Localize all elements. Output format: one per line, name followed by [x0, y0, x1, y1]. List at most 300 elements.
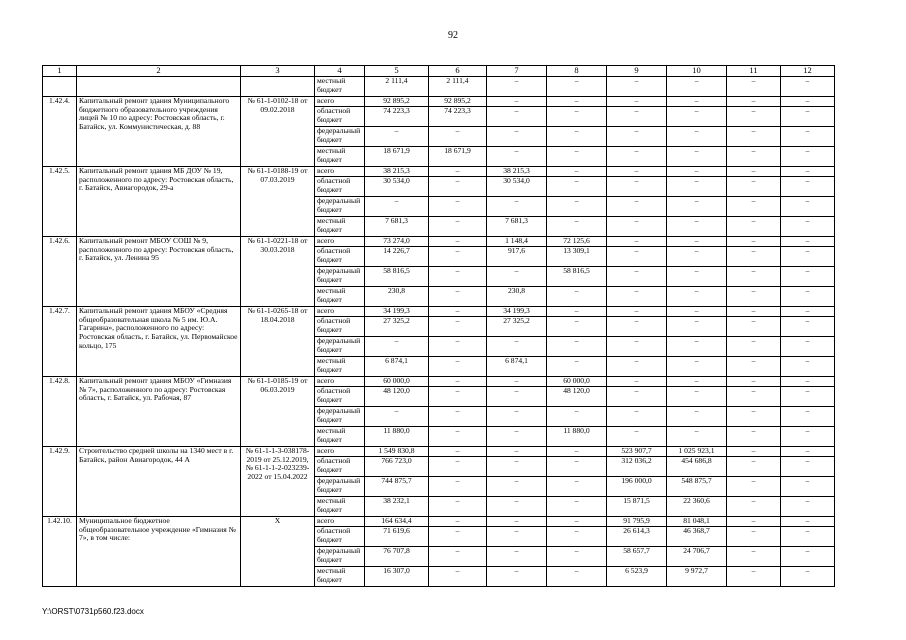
value-cell: –: [667, 377, 727, 387]
funding-source: всего: [315, 237, 365, 247]
value-cell: –: [781, 147, 835, 167]
value-cell: –: [781, 547, 835, 567]
funding-source: областной бюджет: [315, 247, 365, 267]
value-cell: –: [781, 407, 835, 427]
value-cell: –: [781, 477, 835, 497]
value-cell: –: [727, 217, 781, 237]
value-cell: –: [429, 517, 487, 527]
funding-source: местный бюджет: [315, 567, 365, 587]
value-cell: 76 707,8: [365, 547, 429, 567]
value-cell: –: [547, 447, 607, 457]
value-cell: 2 111,4: [429, 77, 487, 97]
funding-source: федеральный бюджет: [315, 267, 365, 287]
value-cell: 18 671,9: [365, 147, 429, 167]
value-cell: 230,8: [365, 287, 429, 307]
value-cell: –: [365, 337, 429, 357]
value-cell: –: [487, 527, 547, 547]
value-cell: –: [727, 107, 781, 127]
row-number: 1.42.9.: [43, 447, 77, 517]
value-cell: –: [781, 217, 835, 237]
value-cell: –: [667, 177, 727, 197]
value-cell: –: [547, 307, 607, 317]
value-cell: –: [781, 267, 835, 287]
value-cell: –: [727, 337, 781, 357]
value-cell: –: [547, 567, 607, 587]
value-cell: –: [487, 197, 547, 217]
value-cell: 11 880,0: [547, 427, 607, 447]
value-cell: –: [781, 107, 835, 127]
value-cell: –: [607, 167, 667, 177]
value-cell: –: [727, 567, 781, 587]
value-cell: –: [781, 457, 835, 477]
expertise-conclusion: № 61-1-0185-19 от 06.03.2019: [241, 377, 315, 447]
value-cell: –: [607, 357, 667, 377]
value-cell: –: [607, 307, 667, 317]
expertise-conclusion: № 61-1-0265-18 от 18.04.2018: [241, 307, 315, 377]
value-cell: –: [607, 107, 667, 127]
value-cell: –: [727, 527, 781, 547]
value-cell: –: [547, 497, 607, 517]
value-cell: –: [607, 247, 667, 267]
value-cell: –: [727, 267, 781, 287]
value-cell: –: [547, 127, 607, 147]
value-cell: –: [487, 497, 547, 517]
value-cell: –: [667, 107, 727, 127]
value-cell: –: [429, 167, 487, 177]
value-cell: –: [429, 317, 487, 337]
value-cell: –: [429, 127, 487, 147]
value-cell: –: [607, 127, 667, 147]
value-cell: –: [429, 247, 487, 267]
value-cell: –: [781, 177, 835, 197]
value-cell: –: [607, 377, 667, 387]
value-cell: 46 368,7: [667, 527, 727, 547]
value-cell: –: [781, 247, 835, 267]
column-header-11: 11: [727, 66, 781, 77]
value-cell: –: [547, 357, 607, 377]
value-cell: –: [547, 77, 607, 97]
funding-source: всего: [315, 447, 365, 457]
value-cell: –: [781, 307, 835, 317]
value-cell: 73 274,0: [365, 237, 429, 247]
value-cell: –: [547, 317, 607, 337]
value-cell: –: [667, 287, 727, 307]
value-cell: –: [727, 147, 781, 167]
value-cell: 1 549 830,8: [365, 447, 429, 457]
value-cell: –: [429, 337, 487, 357]
value-cell: 6 874,1: [365, 357, 429, 377]
value-cell: 15 871,5: [607, 497, 667, 517]
value-cell: –: [607, 237, 667, 247]
value-cell: –: [607, 217, 667, 237]
value-cell: –: [547, 517, 607, 527]
value-cell: –: [487, 107, 547, 127]
funding-source: областной бюджет: [315, 457, 365, 477]
value-cell: –: [365, 197, 429, 217]
value-cell: 30 534,0: [365, 177, 429, 197]
value-cell: –: [727, 97, 781, 107]
value-cell: –: [429, 407, 487, 427]
expertise-conclusion: № 61-1-1-3-038178-2019 от 25.12.2019, № 61-1-1-2-023239-2022 от 15.04.2022: [241, 447, 315, 517]
value-cell: –: [607, 287, 667, 307]
value-cell: –: [667, 97, 727, 107]
value-cell: –: [487, 127, 547, 147]
value-cell: –: [487, 517, 547, 527]
value-cell: –: [547, 177, 607, 197]
row-number: 1.42.5.: [43, 167, 77, 237]
value-cell: –: [487, 97, 547, 107]
value-cell: 58 816,5: [547, 267, 607, 287]
value-cell: –: [429, 447, 487, 457]
value-cell: –: [667, 167, 727, 177]
value-cell: –: [727, 447, 781, 457]
value-cell: –: [667, 267, 727, 287]
value-cell: –: [667, 197, 727, 217]
value-cell: 164 634,4: [365, 517, 429, 527]
value-cell: –: [727, 307, 781, 317]
value-cell: 312 036,2: [607, 457, 667, 477]
value-cell: –: [547, 407, 607, 427]
header-row: [43, 66, 835, 77]
value-cell: –: [429, 197, 487, 217]
value-cell: 18 671,9: [429, 147, 487, 167]
value-cell: –: [727, 247, 781, 267]
column-header-9: 9: [607, 66, 667, 77]
value-cell: 13 309,1: [547, 247, 607, 267]
value-cell: –: [727, 317, 781, 337]
value-cell: –: [667, 317, 727, 337]
value-cell: –: [547, 167, 607, 177]
object-name: [77, 77, 241, 97]
value-cell: –: [607, 337, 667, 357]
value-cell: 2 111,4: [365, 77, 429, 97]
value-cell: –: [429, 427, 487, 447]
value-cell: 34 199,3: [365, 307, 429, 317]
value-cell: –: [781, 337, 835, 357]
column-header-3: 3: [241, 66, 315, 77]
value-cell: –: [781, 167, 835, 177]
value-cell: –: [429, 357, 487, 377]
value-cell: –: [487, 447, 547, 457]
object-name: Капитальный ремонт здания МБ ДОУ № 19, расположенного по адресу: Ростовская область, г. Батайск, Авиагородок, 29-а: [77, 167, 241, 237]
value-cell: –: [429, 527, 487, 547]
table-row: [43, 307, 835, 317]
value-cell: –: [607, 197, 667, 217]
value-cell: –: [547, 337, 607, 357]
value-cell: 766 723,0: [365, 457, 429, 477]
value-cell: 196 000,0: [607, 477, 667, 497]
value-cell: –: [667, 337, 727, 357]
value-cell: –: [727, 287, 781, 307]
value-cell: –: [781, 77, 835, 97]
value-cell: –: [429, 477, 487, 497]
value-cell: –: [781, 287, 835, 307]
value-cell: –: [781, 427, 835, 447]
expertise-conclusion: [241, 77, 315, 97]
value-cell: –: [487, 407, 547, 427]
value-cell: –: [547, 97, 607, 107]
value-cell: –: [727, 517, 781, 527]
value-cell: 34 199,3: [487, 307, 547, 317]
value-cell: –: [667, 387, 727, 407]
column-header-5: 5: [365, 66, 429, 77]
value-cell: 917,6: [487, 247, 547, 267]
value-cell: –: [429, 177, 487, 197]
value-cell: –: [487, 457, 547, 477]
value-cell: 27 325,2: [365, 317, 429, 337]
value-cell: 48 120,0: [365, 387, 429, 407]
value-cell: –: [727, 167, 781, 177]
funding-source: областной бюджет: [315, 317, 365, 337]
row-number: 1.42.6.: [43, 237, 77, 307]
value-cell: –: [547, 217, 607, 237]
value-cell: –: [487, 147, 547, 167]
funding-source: всего: [315, 307, 365, 317]
funding-source: федеральный бюджет: [315, 407, 365, 427]
value-cell: 60 000,0: [547, 377, 607, 387]
value-cell: –: [547, 287, 607, 307]
value-cell: –: [667, 407, 727, 427]
funding-source: областной бюджет: [315, 387, 365, 407]
value-cell: –: [429, 217, 487, 237]
value-cell: –: [727, 457, 781, 477]
value-cell: –: [607, 267, 667, 287]
value-cell: –: [547, 477, 607, 497]
value-cell: –: [487, 477, 547, 497]
funding-source: федеральный бюджет: [315, 197, 365, 217]
funding-source: федеральный бюджет: [315, 127, 365, 147]
value-cell: –: [781, 527, 835, 547]
column-header-7: 7: [487, 66, 547, 77]
value-cell: 1 025 923,1: [667, 447, 727, 457]
value-cell: 38 215,3: [365, 167, 429, 177]
value-cell: –: [667, 217, 727, 237]
value-cell: 72 125,6: [547, 237, 607, 247]
value-cell: 92 895,2: [429, 97, 487, 107]
page-number: 92: [448, 30, 458, 41]
value-cell: –: [727, 477, 781, 497]
value-cell: 1 148,4: [487, 237, 547, 247]
value-cell: –: [547, 107, 607, 127]
value-cell: 548 875,7: [667, 477, 727, 497]
value-cell: –: [781, 97, 835, 107]
value-cell: 24 706,7: [667, 547, 727, 567]
table-row: [43, 377, 835, 387]
value-cell: –: [781, 357, 835, 377]
value-cell: –: [727, 127, 781, 147]
table-row: [43, 97, 835, 107]
value-cell: –: [781, 517, 835, 527]
column-header-2: 2: [77, 66, 241, 77]
value-cell: 38 232,1: [365, 497, 429, 517]
value-cell: 14 226,7: [365, 247, 429, 267]
value-cell: –: [487, 377, 547, 387]
value-cell: 6 523,9: [607, 567, 667, 587]
value-cell: 744 875,7: [365, 477, 429, 497]
value-cell: –: [487, 567, 547, 587]
value-cell: –: [547, 197, 607, 217]
funding-source: федеральный бюджет: [315, 477, 365, 497]
value-cell: –: [727, 377, 781, 387]
object-name: Капитальный ремонт здания Муниципального бюджетного образовательного учреждения лицей № 10 по адресу: Ростовская область, г. Батайск, ул. Коммунистическая, д. 88: [77, 97, 241, 167]
value-cell: –: [487, 547, 547, 567]
funding-source: местный бюджет: [315, 497, 365, 517]
funding-source: местный бюджет: [315, 217, 365, 237]
value-cell: –: [365, 127, 429, 147]
funding-source: всего: [315, 517, 365, 527]
column-header-12: 12: [781, 66, 835, 77]
value-cell: –: [727, 177, 781, 197]
column-header-1: 1: [43, 66, 77, 77]
column-header-6: 6: [429, 66, 487, 77]
value-cell: 454 686,8: [667, 457, 727, 477]
value-cell: –: [607, 317, 667, 337]
value-cell: 60 000,0: [365, 377, 429, 387]
funding-source: всего: [315, 167, 365, 177]
value-cell: –: [667, 357, 727, 377]
value-cell: –: [667, 237, 727, 247]
column-header-10: 10: [667, 66, 727, 77]
value-cell: 74 223,3: [365, 107, 429, 127]
value-cell: –: [667, 127, 727, 147]
funding-source: областной бюджет: [315, 177, 365, 197]
value-cell: –: [727, 407, 781, 427]
value-cell: –: [607, 77, 667, 97]
value-cell: –: [487, 77, 547, 97]
budget-table: [42, 65, 835, 587]
value-cell: 9 972,7: [667, 567, 727, 587]
value-cell: –: [487, 387, 547, 407]
value-cell: –: [781, 567, 835, 587]
object-name: Строительство средней школы на 1340 мест в г. Батайск, район Авиагородок, 44 А: [77, 447, 241, 517]
value-cell: 6 874,1: [487, 357, 547, 377]
expertise-conclusion: № 61-1-0188-19 от 07.03.2019: [241, 167, 315, 237]
value-cell: –: [547, 547, 607, 567]
value-cell: 230,8: [487, 287, 547, 307]
value-cell: 71 619,6: [365, 527, 429, 547]
value-cell: –: [667, 147, 727, 167]
value-cell: –: [547, 147, 607, 167]
value-cell: –: [727, 77, 781, 97]
value-cell: 7 681,3: [487, 217, 547, 237]
table-row: [43, 77, 835, 97]
value-cell: 58 816,5: [365, 267, 429, 287]
value-cell: –: [667, 427, 727, 447]
column-header-4: 4: [315, 66, 365, 77]
table-row: [43, 447, 835, 457]
expertise-conclusion: № 61-1-0102-18 от 09.02.2018: [241, 97, 315, 167]
value-cell: 48 120,0: [547, 387, 607, 407]
funding-source: местный бюджет: [315, 427, 365, 447]
object-name: Капитальный ремонт здания МБОУ «Средняя общеобразовательная школа № 5 им. Ю.А. Гагарина», расположенного по адресу: Ростовская область, г. Батайск, ул. Первомайское кольцо, 175: [77, 307, 241, 377]
value-cell: 30 534,0: [487, 177, 547, 197]
funding-source: местный бюджет: [315, 147, 365, 167]
funding-source: областной бюджет: [315, 107, 365, 127]
funding-source: местный бюджет: [315, 357, 365, 377]
value-cell: 38 215,3: [487, 167, 547, 177]
table-row: [43, 237, 835, 247]
value-cell: –: [429, 547, 487, 567]
value-cell: –: [607, 407, 667, 427]
value-cell: 11 880,0: [365, 427, 429, 447]
value-cell: –: [667, 77, 727, 97]
column-header-8: 8: [547, 66, 607, 77]
value-cell: –: [547, 527, 607, 547]
value-cell: –: [727, 547, 781, 567]
funding-source: федеральный бюджет: [315, 337, 365, 357]
value-cell: –: [607, 427, 667, 447]
file-path: Y:\ORST\0731p560.f23.docx: [42, 607, 144, 616]
value-cell: –: [607, 387, 667, 407]
value-cell: 16 307,0: [365, 567, 429, 587]
expertise-conclusion: Х: [241, 517, 315, 587]
value-cell: –: [781, 377, 835, 387]
value-cell: –: [727, 237, 781, 247]
funding-source: всего: [315, 97, 365, 107]
value-cell: –: [429, 307, 487, 317]
value-cell: –: [781, 387, 835, 407]
expertise-conclusion: № 61-1-0221-18 от 30.03.2018: [241, 237, 315, 307]
value-cell: –: [781, 497, 835, 517]
funding-source: местный бюджет: [315, 287, 365, 307]
value-cell: –: [781, 447, 835, 457]
value-cell: –: [727, 427, 781, 447]
value-cell: –: [607, 177, 667, 197]
value-cell: 26 614,3: [607, 527, 667, 547]
value-cell: –: [727, 357, 781, 377]
value-cell: –: [781, 127, 835, 147]
value-cell: –: [429, 237, 487, 247]
value-cell: –: [429, 387, 487, 407]
value-cell: 22 360,6: [667, 497, 727, 517]
value-cell: –: [547, 457, 607, 477]
value-cell: –: [487, 337, 547, 357]
table-row: [43, 167, 835, 177]
value-cell: –: [429, 377, 487, 387]
row-number: 1.42.10.: [43, 517, 77, 587]
value-cell: 74 223,3: [429, 107, 487, 127]
value-cell: –: [429, 457, 487, 477]
row-number: 1.42.7.: [43, 307, 77, 377]
value-cell: –: [365, 407, 429, 427]
value-cell: 27 325,2: [487, 317, 547, 337]
object-name: Капитальный ремонт МБОУ СОШ № 9, расположенного по адресу: Ростовская область, г. Батайск, ул. Ленина 95: [77, 237, 241, 307]
value-cell: –: [429, 497, 487, 517]
object-name: Капитальный ремонт здания МБОУ «Гимназия № 7», расположенного по адресу: Ростовская область, г. Батайск, ул. Рабочая, 87: [77, 377, 241, 447]
value-cell: 81 048,1: [667, 517, 727, 527]
value-cell: –: [607, 147, 667, 167]
object-name: Муниципальное бюджетное общеобразовательное учреждение «Гимназия № 7», в том числе:: [77, 517, 241, 587]
value-cell: 91 795,9: [607, 517, 667, 527]
value-cell: –: [607, 97, 667, 107]
value-cell: –: [727, 497, 781, 517]
value-cell: 92 895,2: [365, 97, 429, 107]
row-number: 1.42.4.: [43, 97, 77, 167]
value-cell: –: [487, 267, 547, 287]
value-cell: 7 681,3: [365, 217, 429, 237]
funding-source: областной бюджет: [315, 527, 365, 547]
value-cell: –: [667, 247, 727, 267]
value-cell: –: [781, 237, 835, 247]
funding-source: местный бюджет: [315, 77, 365, 97]
value-cell: 58 657,7: [607, 547, 667, 567]
row-number: [43, 77, 77, 97]
value-cell: –: [727, 197, 781, 217]
row-number: 1.42.8.: [43, 377, 77, 447]
table-row: [43, 517, 835, 527]
funding-source: всего: [315, 377, 365, 387]
value-cell: –: [429, 267, 487, 287]
